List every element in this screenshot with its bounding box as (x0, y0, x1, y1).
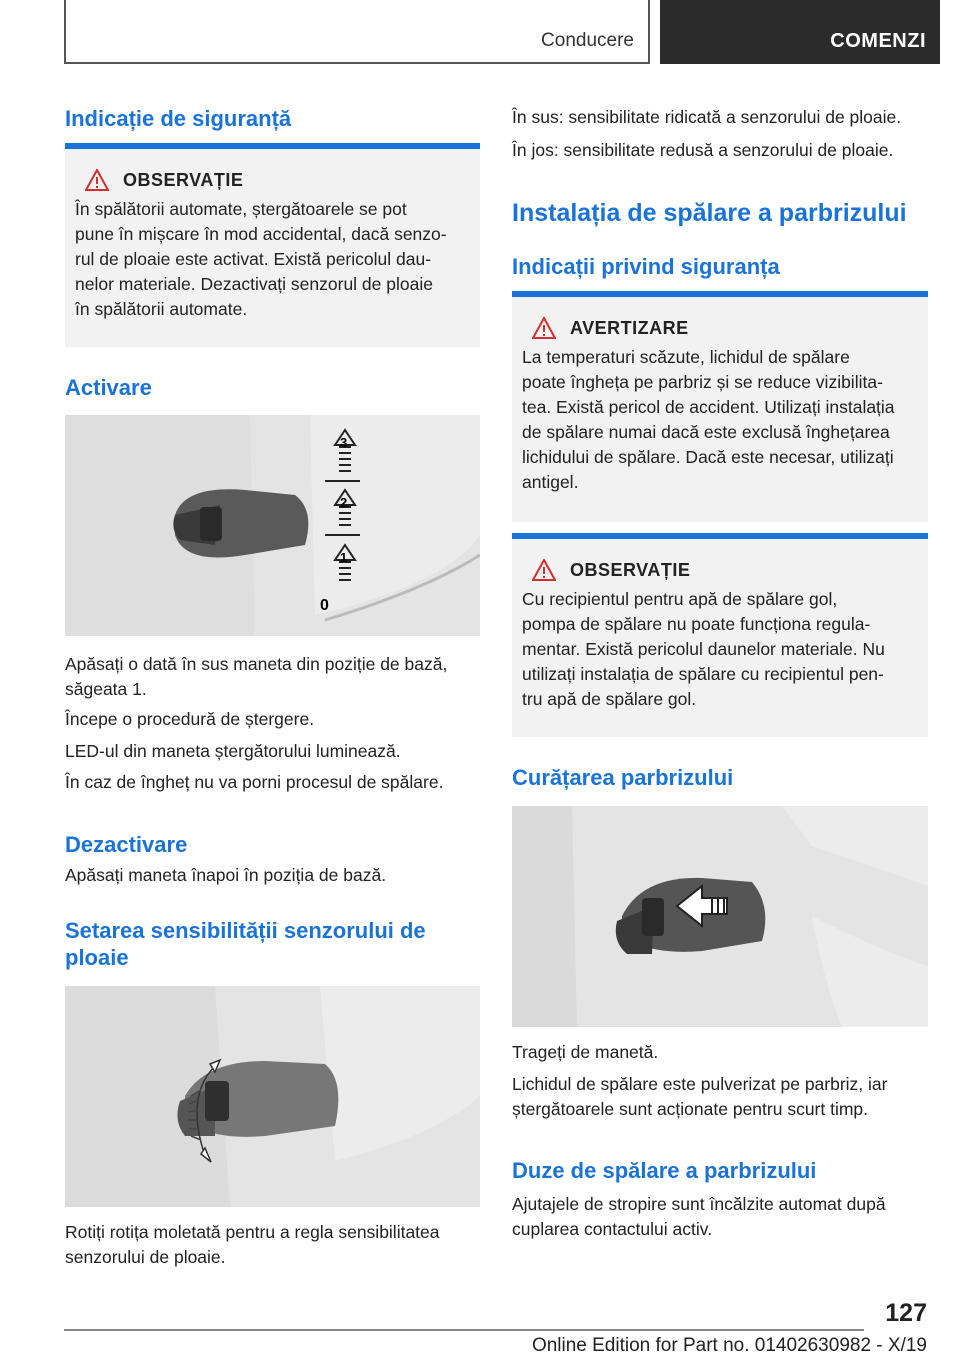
clean-text-2: Lichidul de spălare este pulverizat pe parbriz, iar ștergătoarele sunt acționate pentru scurt timp. (512, 1074, 888, 1119)
nozzle-heading: Duze de spălare a parbrizului (512, 1158, 817, 1183)
sensitivity-heading: Setarea sensibilității senzorului de ploaie (65, 918, 426, 970)
activate-text-4: În caz de îngheț nu va porni procesul de spălare. (65, 772, 444, 792)
notice-text: Cu recipientul pentru apă de spălare gol, pompa de spălare nu poate funcționa regula- mentar. Există pericolul daunelor materiale. Nu utilizați instalația de spălare cu recipientul pen- tru apă de spălare gol. (522, 589, 885, 709)
warning-icon (85, 169, 109, 191)
sensitivity-up-text: În sus: sensibilitate ridicată a senzorului de ploaie. (512, 107, 902, 127)
notice-box-1 (65, 143, 480, 347)
warning-text: La temperaturi scăzute, lichidul de spălare poate îngheța pe parbriz și se reduce vizibilita- tea. Există pericol de accident. Utilizați instalația de spălare numai dacă este exclusă înghețarea lichidului de spălare. Dacă este necesar, utilizați antigel. (522, 347, 895, 492)
warning-title: AVERTIZARE (570, 317, 689, 338)
footer-edition: Online Edition for Part no. 01402630982 - X/19 (531, 1335, 927, 1356)
washer-heading: Instalația de spălare a parbrizului (512, 199, 907, 227)
sensitivity-text: Rotiți rotița moletată pentru a regla sensibilitatea senzorului de ploaie. (65, 1222, 440, 1267)
page-number: 127 (885, 1299, 927, 1327)
figure-wiper-lever-pull (512, 806, 928, 1027)
lever-pull-illustration (512, 806, 928, 1027)
notice-title: OBSERVAȚIE (123, 169, 244, 190)
knurled-wheel-illustration (65, 986, 480, 1207)
activate-text-2: Începe o procedură de ștergere. (65, 709, 315, 729)
fig-label-3: 3 (340, 435, 348, 450)
notice-title: OBSERVAȚIE (570, 559, 691, 580)
nozzle-text: Ajutajele de stropire sunt încălzite automat după cuplarea contactului activ. (512, 1194, 886, 1239)
figure-wiper-lever-activate (65, 415, 480, 636)
notice-text: În spălătorii automate, ștergătoarele se pot pune în mișcare în mod accidental, dacă senzo- rul de ploaie este activat. Există pericolul dau- nelor materiale. Dezactivați senzorul de ploaie în spălătorii automate. (75, 199, 447, 319)
safety-heading: Indicație de siguranță (65, 106, 292, 131)
clean-text-1: Trageți de manetă. (512, 1042, 659, 1062)
warning-icon (532, 317, 556, 339)
fig-label-2: 2 (340, 495, 348, 510)
clean-heading: Curățarea parbrizului (512, 765, 734, 790)
figure-rain-sensor-wheel (65, 986, 480, 1207)
activate-heading: Activare (65, 375, 152, 400)
header-section-box (64, 0, 650, 64)
activate-text-3: LED-ul din maneta ștergătorului luminează. (65, 741, 401, 761)
warning-box (512, 291, 928, 522)
notice-box-2 (512, 533, 928, 737)
header-chapter: COMENZI (830, 30, 926, 52)
deactivate-text: Apăsați maneta înapoi în poziția de bază. (65, 865, 387, 885)
fig-label-1: 1 (340, 550, 348, 565)
washer-safety-heading: Indicații privind siguranța (512, 254, 780, 279)
warning-icon (532, 559, 556, 581)
deactivate-heading: Dezactivare (65, 832, 188, 857)
header-chapter-box (660, 0, 940, 64)
wiper-lever-illustration (65, 415, 480, 636)
activate-text-1: Apăsați o dată în sus maneta din poziție de bază, săgeata 1. (65, 654, 448, 699)
fig-label-0: 0 (320, 597, 329, 614)
sensitivity-down-text: În jos: sensibilitate redusă a senzorului de ploaie. (512, 140, 894, 160)
header-section: Conducere (541, 30, 634, 51)
footer-divider (64, 1329, 864, 1331)
